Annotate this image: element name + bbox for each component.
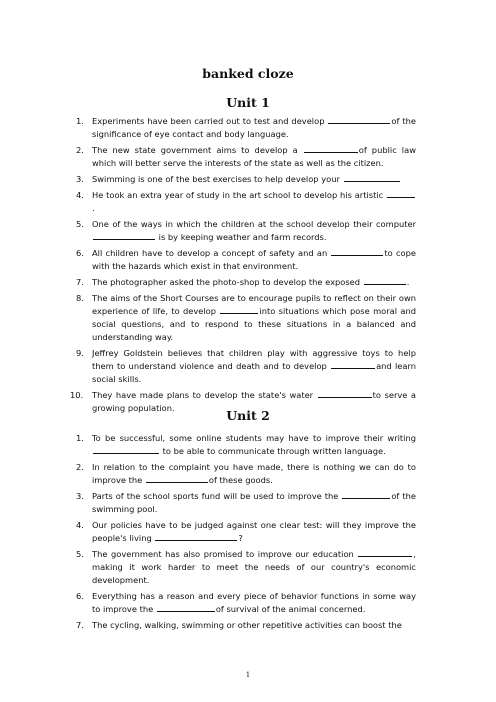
item-text: The photographer asked the photo-shop to develop the exposed	[92, 277, 363, 287]
item-text: of the significance of eye contact and body language.	[92, 116, 416, 139]
item-number: 8.	[76, 293, 84, 303]
answer-blank[interactable]	[93, 445, 159, 454]
item-number: 3.	[76, 491, 84, 501]
list-item	[76, 218, 416, 244]
item-text: Our policies have to be judged against one clear test: will they improve the people's living	[92, 520, 416, 543]
answer-blank[interactable]	[220, 305, 258, 314]
list-item	[76, 490, 416, 516]
item-number: 4.	[76, 190, 84, 200]
list-item	[76, 247, 416, 273]
item-text: and learn social skills.	[92, 361, 416, 384]
item-text: One of the ways in which the children at the school develop their computer	[92, 219, 416, 229]
item-text: , making it work harder to meet the needs of our country's economic development.	[92, 549, 416, 585]
item-text: to cope with the hazards which exist in that environment.	[92, 248, 416, 271]
list-item	[76, 173, 416, 186]
item-number: 6.	[76, 248, 84, 258]
answer-blank[interactable]	[342, 490, 390, 499]
answer-blank[interactable]	[358, 548, 412, 557]
page-title: banked cloze	[202, 66, 294, 81]
item-text: of public law which will better serve the interests of the state as well as the citizen.	[92, 145, 416, 168]
item-number: 5.	[76, 549, 84, 559]
item-number: 4.	[76, 520, 84, 530]
item-text: The new state government aims to develop a	[92, 145, 303, 155]
list-item	[76, 292, 416, 344]
item-text: The aims of the Short Courses are to encourage pupils to reflect on their own experience of life, to develop	[92, 293, 416, 316]
item-text: is by keeping weather and farm records.	[158, 232, 327, 242]
list-item	[76, 461, 416, 487]
list-item	[76, 144, 416, 170]
item-number: 10.	[70, 390, 84, 400]
item-text: Experiments have been carried out to test and develop	[92, 116, 328, 126]
answer-blank[interactable]	[155, 532, 237, 541]
item-text: Everything has a reason and every piece of behavior functions in some way to improve the	[92, 591, 416, 614]
answer-blank[interactable]	[328, 115, 390, 124]
item-text: of these goods.	[208, 475, 273, 485]
list-item	[76, 432, 416, 458]
item-text: All children have to develop a concept of safety and an	[92, 248, 331, 258]
answer-blank[interactable]	[93, 231, 155, 240]
answer-blank[interactable]	[331, 360, 375, 369]
item-number: 2.	[76, 145, 84, 155]
item-text: The government has also promised to improve our education	[92, 549, 358, 559]
item-text: ?	[238, 533, 243, 543]
answer-blank[interactable]	[146, 474, 208, 483]
item-text: to be able to communicate through written language.	[162, 446, 386, 456]
list-item	[76, 519, 416, 545]
unit-2-list	[76, 432, 416, 635]
item-number: 1.	[76, 116, 84, 126]
unit-2-heading: Unit 2	[226, 408, 270, 423]
list-item	[76, 189, 416, 215]
item-text: of the swimming pool.	[92, 491, 416, 514]
list-item	[76, 347, 416, 386]
answer-blank[interactable]	[364, 276, 406, 285]
item-text: They have made plans to develop the state's water	[92, 390, 317, 400]
answer-blank[interactable]	[157, 603, 215, 612]
item-text: To be successful, some online students may have to improve their writing	[92, 433, 416, 443]
answer-blank[interactable]	[387, 189, 415, 198]
item-number: 9.	[76, 348, 84, 358]
unit-1-list	[70, 115, 416, 418]
item-number: 2.	[76, 462, 84, 472]
item-text: In relation to the complaint you have made, there is nothing we can do to improve the	[92, 462, 416, 485]
item-text: Jeffrey Goldstein believes that children play with aggressive toys to help them to understand violence and death and to develop	[92, 348, 416, 371]
item-text: to serve a growing population.	[92, 390, 416, 413]
item-text: Swimming is one of the best exercises to help develop your	[92, 174, 343, 184]
item-text: The cycling, walking, swimming or other repetitive activities can boost the	[92, 620, 402, 630]
list-item	[76, 115, 416, 141]
item-number: 6.	[76, 591, 84, 601]
item-number: 7.	[76, 277, 84, 287]
answer-blank[interactable]	[331, 247, 383, 256]
unit-1-heading: Unit 1	[226, 95, 270, 110]
item-text: .	[406, 277, 410, 287]
item-text: into situations which pose moral and social questions, and to respond to these situations in a balanced and understanding way.	[92, 306, 416, 342]
list-item	[76, 276, 416, 289]
answer-blank[interactable]	[344, 173, 400, 182]
item-number: 7.	[76, 620, 84, 630]
item-text: of survival of the animal concerned.	[215, 604, 366, 614]
list-item	[76, 590, 416, 616]
answer-blank[interactable]	[318, 389, 372, 398]
item-number: 5.	[76, 219, 84, 229]
item-text: He took an extra year of study in the art school to develop his artistic	[92, 190, 386, 200]
item-number: 1.	[76, 433, 84, 443]
item-number: 3.	[76, 174, 84, 184]
item-text: Parts of the school sports fund will be used to improve the	[92, 491, 342, 501]
list-item	[76, 548, 416, 587]
page-number: 1	[245, 671, 251, 679]
list-item	[76, 619, 416, 632]
item-text: .	[92, 203, 95, 213]
answer-blank[interactable]	[304, 144, 358, 153]
